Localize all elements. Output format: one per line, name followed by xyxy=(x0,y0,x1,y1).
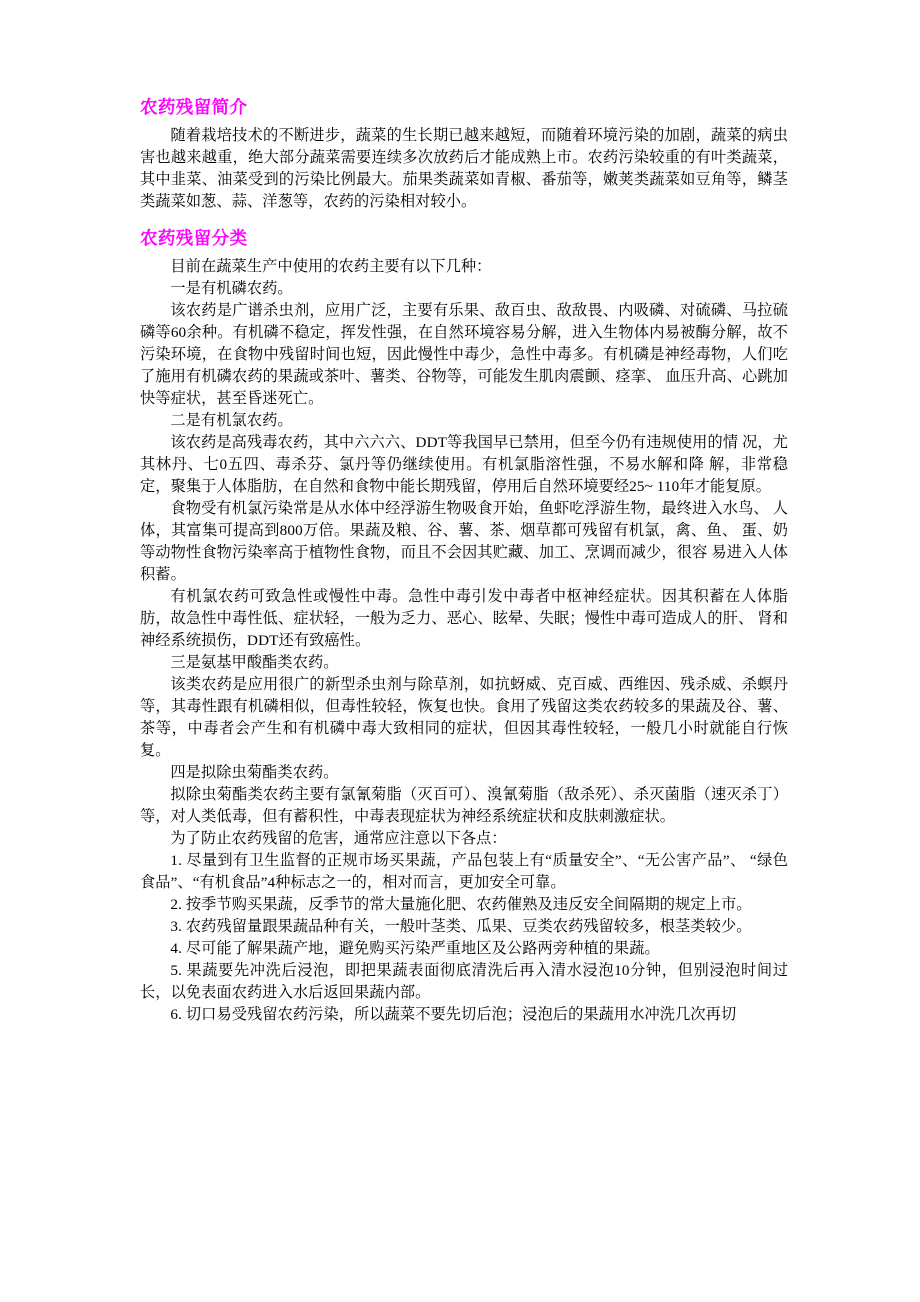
paragraph-type-four-title: 四是拟除虫菊酯类农药。 xyxy=(170,764,339,781)
paragraph-type-two-title: 二是有机氯农药。 xyxy=(170,412,293,429)
paragraph-carbamate: 该类农药是应用很广的新型杀虫剂与除草剂，如抗蚜威、克百威、西维因、残杀威、杀螟丹等，其毒性跟有机磷相似，但毒性较轻，恢复也快。食用了残留这类农药较多的果蔬及谷、薯、茶等，中毒者会产生和有机磷中毒大致相同的症状，但因其毒性较轻，一般几小时就能自行恢复。 xyxy=(140,676,788,759)
list-item-4: 4. 尽可能了解果蔬产地，避免购买污染严重地区及公路两旁种植的果蔬。 xyxy=(170,940,660,957)
list-item-6: 6. 切口易受残留农药污染，所以蔬菜不要先切后泡；浸泡后的果蔬用水冲洗几次再切 xyxy=(170,1006,737,1023)
paragraph-block-intro xyxy=(140,125,788,213)
paragraph-type-three-title: 三是氨基甲酸酯类农药。 xyxy=(170,654,339,671)
document-content xyxy=(140,96,788,1026)
paragraph-organophosphate: 该农药是广谱杀虫剂，应用广泛，主要有乐果、敌百虫、敌敌畏、内吸磷、对硫磷、马拉硫磷等60余种。有机磷不稳定，挥发性强，在自然环境容易分解，进入生物体内易被酶分解，故不污染环境，在食物中残留时间也短，因此慢性中毒少，急性中毒多。有机磷是神经毒物，人们吃了施用有机磷农药的果蔬或茶叶、薯类、谷物等，可能发生肌肉震颤、痉挛、 血压升高、心跳加快等症状，甚至昏迷死亡。 xyxy=(140,302,788,407)
paragraph-organochlorine: 该农药是高残毒农药，其中六六六、DDT等我国早已禁用，但至今仍有违规使用的情 况，尤其林丹、七0五四、毒杀芬、氯丹等仍继续使用。有机氯脂溶性强，不易水解和降 解，非常稳定，聚集于人体脂肪，在自然和食物中能长期残留，停用后自然环境要经25~ 110年才能复原。 xyxy=(140,434,788,495)
paragraph-pyrethroid: 拟除虫菊酯类农药主要有氯氰菊脂（灭百可）、溴氰菊脂（敌杀死）、杀灭菌脂（速灭杀丁） 等，对人类低毒，但有蓄积性，中毒表现症状为神经系统症状和皮肤刺激症状。 xyxy=(140,786,788,825)
paragraph-organochlorine-foodchain: 食物受有机氯污染常是从水体中经浮游生物吸食开始，鱼虾吃浮游生物，最终进入水鸟、 人体，其富集可提高到800万倍。果蔬及粮、谷、薯、茶、烟草都可残留有机氯，禽、鱼、 蛋、奶等动物性食物污染率高于植物性食物，而且不会因其贮藏、加工、烹调而减少，很容 易进入人体积蓄。 xyxy=(140,500,788,583)
section-heading-intro: 农药残留简介 xyxy=(140,97,248,117)
list-item-1: 1. 尽量到有卫生监督的正规市场买果蔬，产品包装上有“质量安全”、“无公害产品”、 “绿色食品”、“有机食品”4种标志之一的，相对而言，更加安全可靠。 xyxy=(140,852,788,891)
section-heading-classification: 农药残留分类 xyxy=(140,228,248,248)
paragraph-prevention-lead-in: 为了防止农药残留的危害，通常应注意以下各点： xyxy=(170,830,507,847)
paragraph-lead-in: 目前在蔬菜生产中使用的农药主要有以下几种： xyxy=(170,258,492,275)
list-item-5: 5. 果蔬要先冲洗后浸泡，即把果蔬表面彻底清洗后再入清水浸泡10分钟，但别浸泡时间过长，以免表面农药进入水后返回果蔬内部。 xyxy=(140,962,788,1001)
list-item-3: 3. 农药残留量跟果蔬品种有关，一般叶茎类、瓜果、豆类农药残留较多，根茎类较少。 xyxy=(170,918,752,935)
paragraph: 随着栽培技术的不断进步，蔬菜的生长期已越来越短，而随着环境污染的加剧，蔬菜的病虫害也越来越重，绝大部分蔬菜需要连续多次放药后才能成熟上市。农药污染较重的有叶类蔬菜，其中韭菜、油菜受到的污染比例最大。茄果类蔬菜如青椒、番茄等，嫩荚类蔬菜如豆角等，鳞茎类蔬菜如葱、蒜、洋葱等，农药的污染相对较小。 xyxy=(140,127,788,210)
paragraph-type-one-title: 一是有机磷农药。 xyxy=(170,280,293,297)
paragraph-organochlorine-toxicity: 有机氯农药可致急性或慢性中毒。急性中毒引发中毒者中枢神经症状。因其积蓄在人体脂肪，故急性中毒性低、症状轻，一般为乏力、恶心、眩晕、失眠；慢性中毒可造成人的肝、 肾和神经系统损伤，DDT还有致癌性。 xyxy=(140,588,788,649)
list-item-2: 2. 按季节购买果蔬，反季节的常大量施化肥、农药催熟及违反安全间隔期的规定上市。 xyxy=(170,896,752,913)
paragraph-block-classification xyxy=(140,256,788,1026)
